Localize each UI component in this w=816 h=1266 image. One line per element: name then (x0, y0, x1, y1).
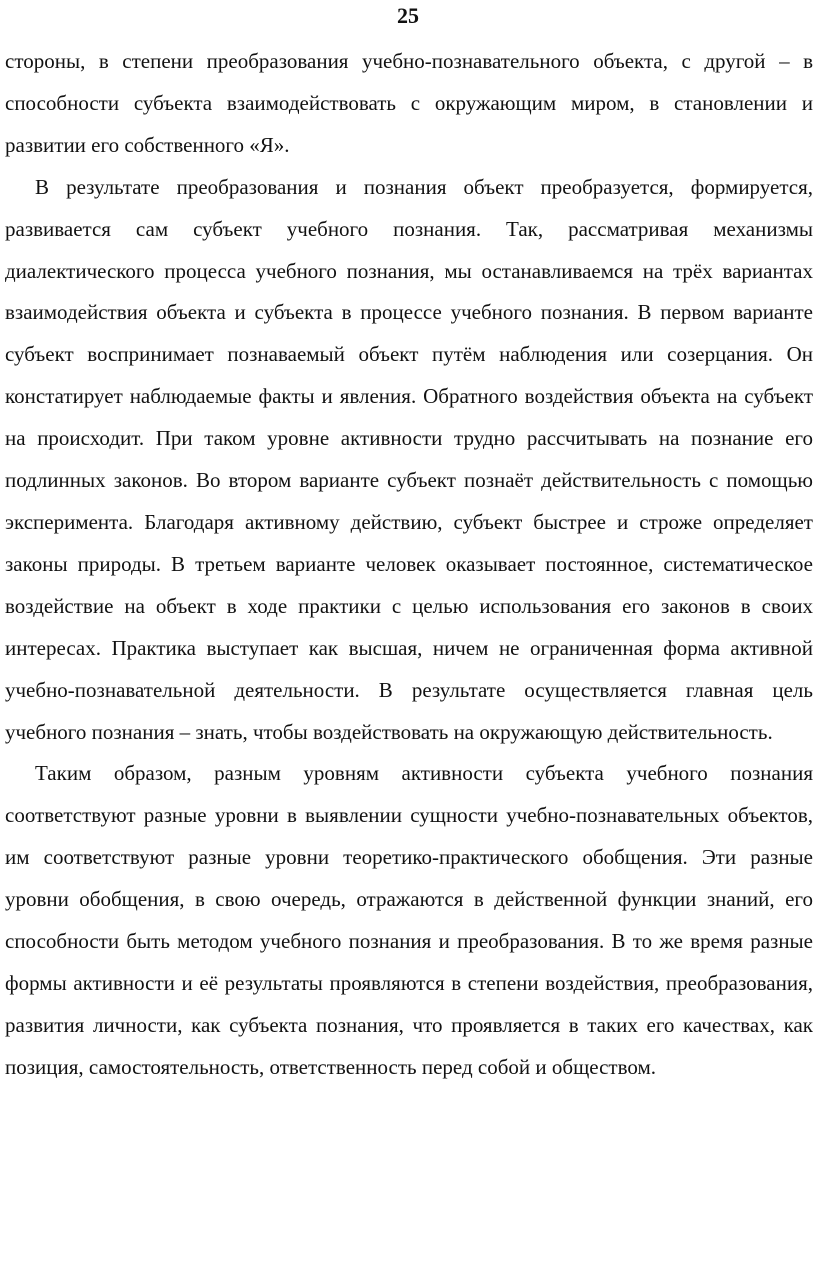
paragraph-continuation: стороны, в степени преобразования учебно-познавательного объекта, с другой – в способности субъекта взаимодействовать с окружающим миром, в становлении и развитии его собственного «Я». (5, 49, 813, 157)
paragraph-conclusion: Таким образом, разным уровням активности субъекта учебного познания соответствуют разные уровни в выявлении сущности учебно-познавательных объектов, им соответствуют разные уровни теоретико-практического обобщения. Эти разные уровни обобщения, в свою очередь, отражаются в действенной функции знаний, его способности быть методом учебного познания и преобразования. В то же время разные формы активности и её результаты проявляются в степени воздействия, преобразования, развития личности, как субъекта познания, что проявляется в таких его качествах, как позиция, самостоятельность, ответственность перед собой и обществом. (5, 761, 813, 1079)
document-body (5, 41, 813, 1089)
paragraph-interaction-variants: В результате преобразования и познания объект преобразуется, формируется, развивается сам субъект учебного познания. Так, рассматривая механизмы диалектического процесса учебного познания, мы останавливаемся на трёх вариантах взаимодействия объекта и субъекта в процессе учебного познания. В первом варианте субъект воспринимает познаваемый объект путём наблюдения или созерцания. Он констатирует наблюдаемые факты и явления. Обратного воздействия объекта на субъект на происходит. При таком уровне активности трудно рассчитывать на познание его подлинных законов. Во втором варианте субъект познаёт действительность с помощью эксперимента. Благодаря активному действию, субъект быстрее и строже определяет законы природы. В третьем варианте человек оказывает постоянное, систематическое воздействие на объект в ходе практики с целью использования его законов в своих интересах. Практика выступает как высшая, ничем не ограниченная форма активной учебно-познавательной деятельности. В результате осуществляется главная цель учебного познания – знать, чтобы воздействовать на окружающую действительность. (5, 174, 813, 744)
page-number: 25 (397, 3, 419, 28)
